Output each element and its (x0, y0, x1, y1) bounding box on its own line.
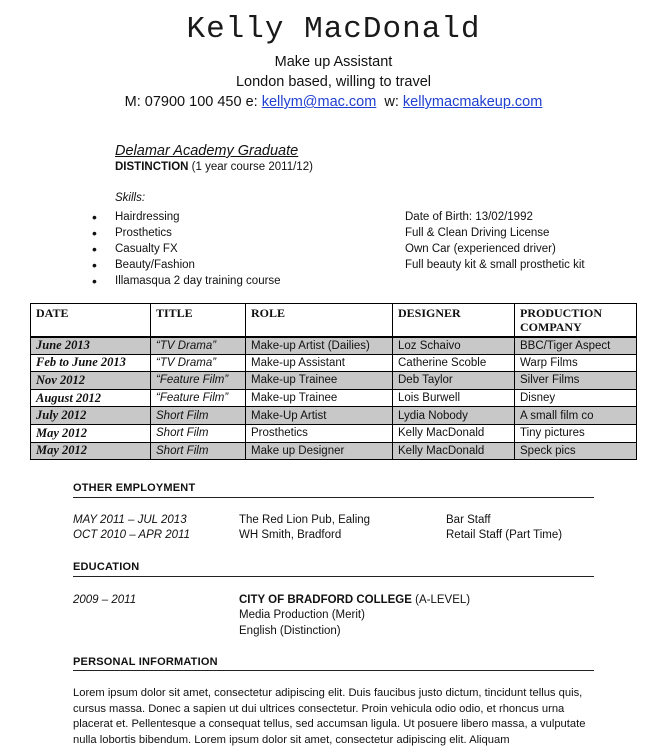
job-employer: The Red Lion Pub, Ealing (239, 514, 371, 526)
education-course: Media Production (Merit) (239, 609, 365, 621)
cell-date: May 2012 (31, 424, 151, 442)
job-role: Retail Staff (Part Time) (446, 529, 563, 541)
cell-role: Make-up Trainee (246, 389, 393, 407)
cell-designer: Deb Taylor (393, 372, 515, 390)
fact-item: Full & Clean Driving License (405, 227, 550, 239)
cell-date: August 2012 (31, 389, 151, 407)
cell-date: June 2013 (31, 337, 151, 355)
table-row (31, 354, 637, 372)
cell-company: BBC/Tiger Aspect (515, 337, 637, 355)
cell-title: “Feature Film” (151, 389, 246, 407)
cell-date: Feb to June 2013 (31, 354, 151, 372)
cv-location: London based, willing to travel (235, 74, 432, 90)
cell-role: Make-Up Artist (246, 407, 393, 425)
fact-item: Full beauty kit & small prosthetic kit (405, 259, 585, 271)
fact-item: Own Car (experienced driver) (405, 243, 556, 255)
academy-distinction (115, 161, 313, 173)
cell-role: Prosthetics (246, 424, 393, 442)
college-level: (A-LEVEL) (411, 594, 471, 606)
personal-facts-list (405, 209, 585, 273)
fact-item: Date of Birth: 13/02/1992 (405, 211, 533, 223)
skill-item: • Illamasqua 2 day training course (92, 273, 281, 289)
cell-role: Make-up Trainee (246, 372, 393, 390)
table-row (31, 337, 637, 355)
skill-item: • Hairdressing (92, 209, 281, 225)
cell-company: A small film co (515, 407, 637, 425)
skill-item: • Casualty FX (92, 241, 281, 257)
cell-title: “TV Drama” (151, 354, 246, 372)
table-row (31, 424, 637, 442)
cell-designer: Kelly MacDonald (393, 442, 515, 460)
cell-role: Make-up Assistant (246, 354, 393, 372)
cell-title: Short Film (151, 442, 246, 460)
cell-role: Make-up Artist (Dailies) (246, 337, 393, 355)
cell-designer: Loz Schaivo (393, 337, 515, 355)
distinction-detail: (1 year course 2011/12) (188, 161, 313, 173)
email-link[interactable]: kellym@mac.com (261, 94, 377, 110)
cell-title: Short Film (151, 424, 246, 442)
skills-label: Skills: (115, 192, 146, 204)
table-row (31, 372, 637, 390)
education-heading: EDUCATION (73, 561, 140, 573)
contact-line (0, 94, 667, 110)
table-row (31, 389, 637, 407)
cell-date: May 2012 (31, 442, 151, 460)
cell-company: Silver Films (515, 372, 637, 390)
cell-title: Short Film (151, 407, 246, 425)
skills-list (92, 209, 281, 289)
header-role: ROLE (246, 304, 393, 337)
cv-role: Make up Assistant (274, 54, 393, 70)
header-date: DATE (31, 304, 151, 337)
web-prefix: w: (384, 94, 403, 110)
job-role: Bar Staff (446, 514, 491, 526)
cell-designer: Kelly MacDonald (393, 424, 515, 442)
distinction-label: DISTINCTION (115, 161, 189, 173)
job-employer: WH Smith, Bradford (239, 529, 342, 541)
cell-title: “TV Drama” (151, 337, 246, 355)
cell-company: Tiny pictures (515, 424, 637, 442)
education-dates: 2009 – 2011 (73, 594, 137, 606)
section-divider (73, 576, 594, 577)
cell-date: July 2012 (31, 407, 151, 425)
header-title: TITLE (151, 304, 246, 337)
mobile-text: M: 07900 100 450 e: (124, 94, 262, 110)
table-row (31, 442, 637, 460)
cell-role: Make up Designer (246, 442, 393, 460)
table-row (31, 407, 637, 425)
header-company: PRODUCTION COMPANY (515, 304, 637, 337)
academy-title: Delamar Academy Graduate (115, 143, 299, 159)
cell-title: “Feature Film” (151, 372, 246, 390)
education-college (239, 594, 470, 606)
job-dates: MAY 2011 – JUL 2013 (73, 514, 187, 526)
college-name: CITY OF BRADFORD COLLEGE (239, 594, 412, 606)
other-employment-heading: OTHER EMPLOYMENT (73, 482, 196, 494)
personal-info-heading: PERSONAL INFORMATION (73, 656, 218, 668)
header-designer: DESIGNER (393, 304, 515, 337)
skill-item: • Prosthetics (92, 225, 281, 241)
cell-company: Warp Films (515, 354, 637, 372)
cell-date: Nov 2012 (31, 372, 151, 390)
cell-designer: Lois Burwell (393, 389, 515, 407)
section-divider (73, 670, 594, 671)
personal-info-text: Lorem ipsum dolor sit amet, consectetur adipiscing elit. Duis faucibus justo dictum, tincidunt tellus quis, cursus massa. Donec a sapien ut dui ultrices consectetur. Proin vehicula odio odio, et rhoncus urna placerat et. Pellentesque a consequat tellus, sed accumsan ligula. Ut posuere libero massa, a vulputate nulla lobortis bibendum. Lorem ipsum dolor sit amet, consectetur adipiscing elit. Aliquam (73, 687, 586, 746)
website-link[interactable]: kellymacmakeup.com (402, 94, 543, 110)
skill-item: • Beauty/Fashion (92, 257, 281, 273)
cell-designer: Lydia Nobody (393, 407, 515, 425)
cv-name: Kelly MacDonald (186, 12, 481, 47)
section-divider (73, 497, 594, 498)
table-header-row (31, 304, 637, 337)
job-dates: OCT 2010 – APR 2011 (73, 529, 190, 541)
education-course: English (Distinction) (239, 625, 341, 637)
cell-designer: Catherine Scoble (393, 354, 515, 372)
cell-company: Speck pics (515, 442, 637, 460)
credits-table (30, 303, 637, 460)
cell-company: Disney (515, 389, 637, 407)
